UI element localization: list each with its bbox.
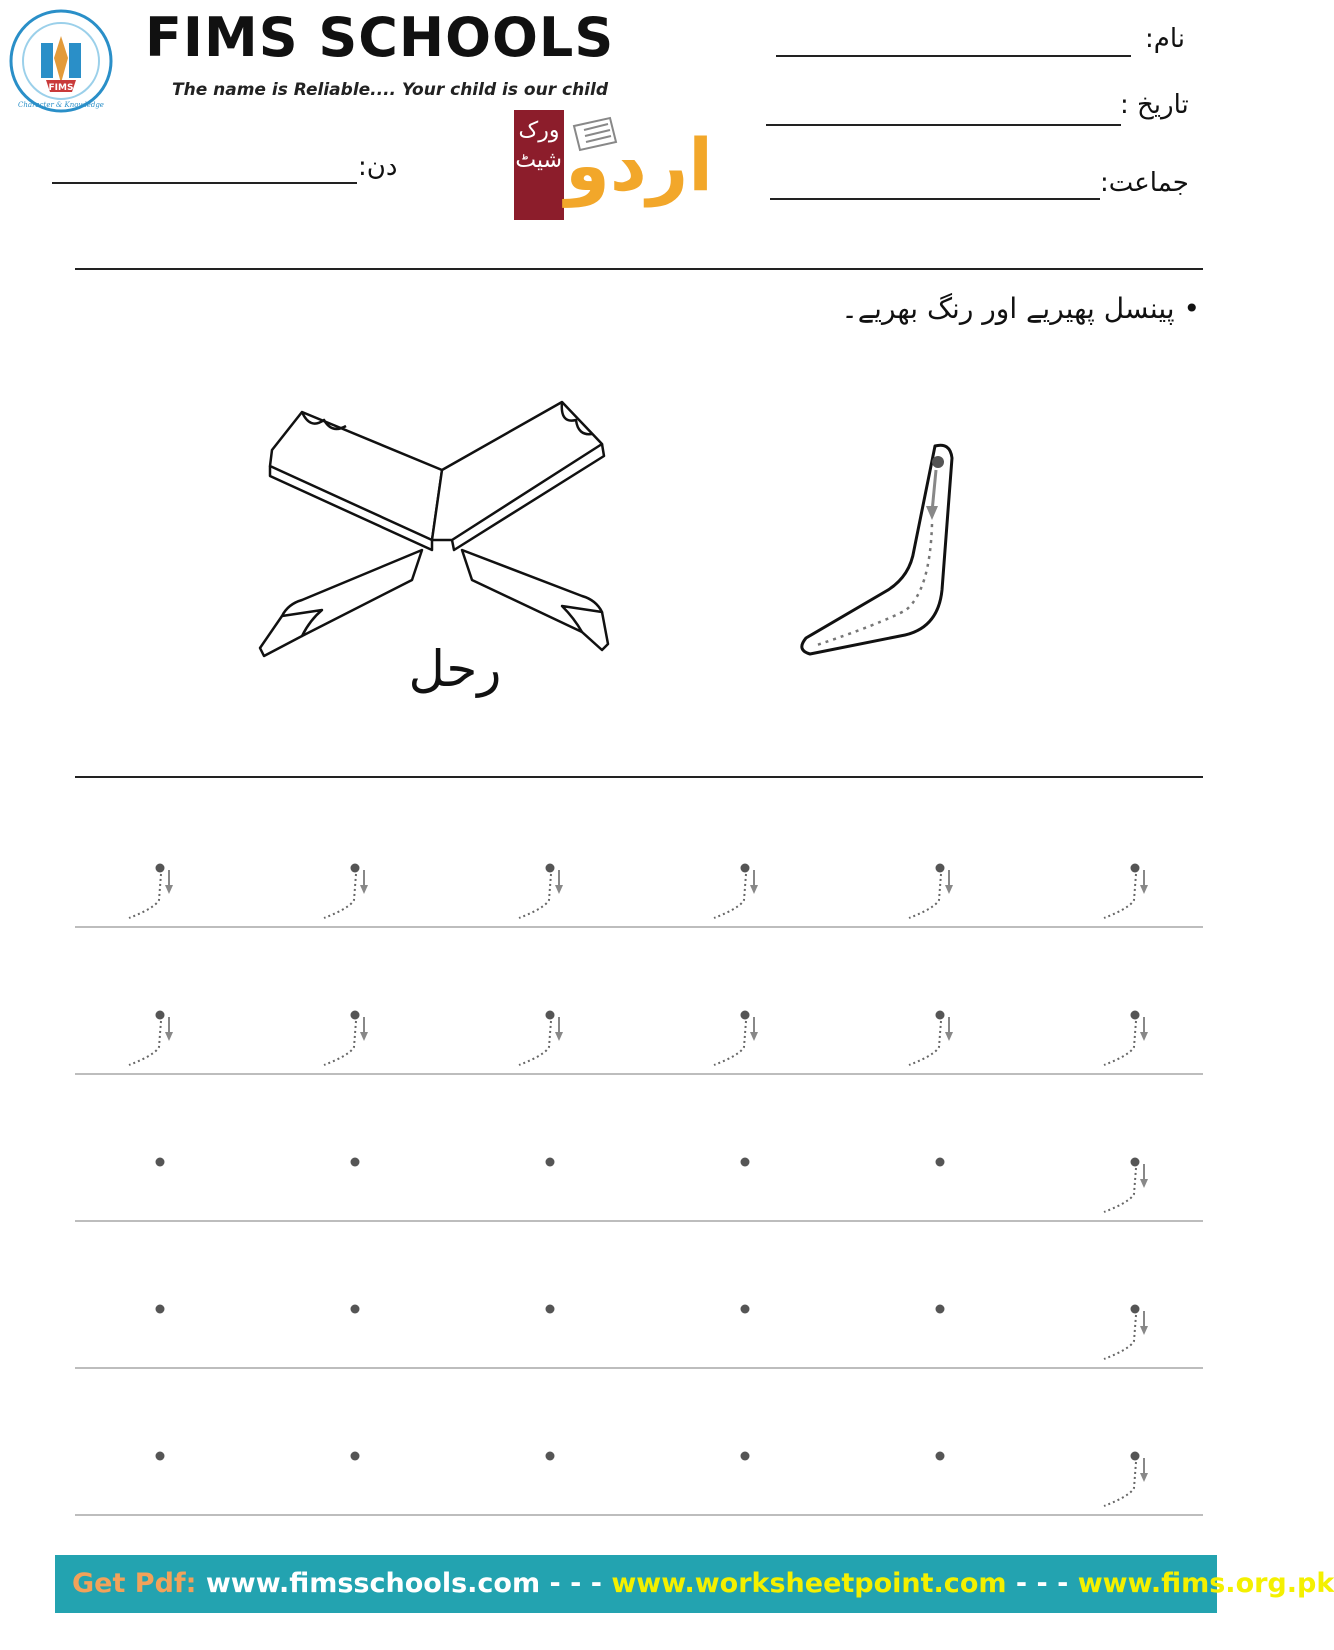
tracing-letter-cell[interactable] — [1100, 1446, 1160, 1516]
footer-separator: - - - — [549, 1568, 602, 1599]
dotted-letter-re-icon — [320, 858, 380, 928]
footer-link-fims-org[interactable]: www.fims.org.pk — [1077, 1568, 1334, 1599]
urdu-logo-side-text: ورک شیٹ — [515, 118, 562, 173]
dot-start-cell[interactable] — [710, 1299, 770, 1369]
tracing-letter-cell[interactable] — [320, 858, 380, 928]
footer-text — [72, 1555, 1334, 1613]
tracing-letter-cell[interactable] — [710, 1005, 770, 1075]
instruction-text: پینسل پھیریے اور رنگ بھریے۔ — [841, 292, 1175, 325]
dot-start-cell[interactable] — [710, 1446, 770, 1516]
fims-crest-icon — [8, 8, 114, 114]
dot-start-cell[interactable] — [125, 1299, 185, 1369]
tracing-letter-cell[interactable] — [515, 1005, 575, 1075]
instruction-bullet: • — [1183, 292, 1200, 325]
writing-line — [75, 1220, 1203, 1222]
dot-start-cell[interactable] — [125, 1152, 185, 1222]
dot-start-cell[interactable] — [710, 1152, 770, 1222]
start-dot-icon — [125, 1446, 185, 1516]
dotted-letter-re-icon — [125, 858, 185, 928]
class-field-line[interactable] — [770, 198, 1100, 200]
dot-start-cell[interactable] — [320, 1446, 380, 1516]
dot-start-cell[interactable] — [905, 1152, 965, 1222]
start-dot-icon — [320, 1152, 380, 1222]
start-dot-icon — [710, 1152, 770, 1222]
date-field-line[interactable] — [766, 124, 1121, 126]
writing-line — [75, 1514, 1203, 1516]
dotted-letter-re-icon — [515, 858, 575, 928]
rehal-word: رحل — [408, 640, 502, 698]
dotted-letter-re-icon — [1100, 1005, 1160, 1075]
tracing-letter-cell[interactable] — [125, 1005, 185, 1075]
dotted-letter-re-icon — [1100, 1446, 1160, 1516]
dot-start-cell[interactable] — [320, 1299, 380, 1369]
name-label: نام: — [1145, 24, 1186, 54]
tracing-letter-cell[interactable] — [905, 1005, 965, 1075]
dotted-letter-re-icon — [710, 858, 770, 928]
start-dot-icon — [515, 1446, 575, 1516]
rehal-book-stand-icon — [262, 400, 642, 680]
tracing-letter-cell[interactable] — [1100, 1152, 1160, 1222]
writing-line — [75, 1367, 1203, 1369]
tracing-letter-cell[interactable] — [1100, 1299, 1160, 1369]
footer-label: Get Pdf: — [72, 1568, 197, 1599]
name-field-line[interactable] — [776, 55, 1131, 57]
footer-separator: - - - — [1015, 1568, 1069, 1599]
dot-start-cell[interactable] — [320, 1152, 380, 1222]
dot-start-cell[interactable] — [125, 1446, 185, 1516]
start-dot-icon — [905, 1299, 965, 1369]
writing-line — [75, 926, 1203, 928]
dot-start-cell[interactable] — [515, 1299, 575, 1369]
dotted-letter-re-icon — [1100, 1152, 1160, 1222]
header-divider — [75, 268, 1203, 270]
section-divider — [75, 776, 1203, 778]
class-label: جماعت: — [1100, 168, 1189, 198]
start-dot-icon — [320, 1446, 380, 1516]
dot-start-cell[interactable] — [905, 1299, 965, 1369]
school-name: FIMS SCHOOLS — [145, 6, 615, 69]
dotted-letter-re-icon — [125, 1005, 185, 1075]
dotted-letter-re-icon — [1100, 858, 1160, 928]
dotted-letter-re-icon — [905, 858, 965, 928]
start-dot-icon — [515, 1152, 575, 1222]
dot-start-cell[interactable] — [905, 1446, 965, 1516]
urdu-letter-re-icon — [800, 440, 980, 680]
date-label: تاریخ : — [1120, 90, 1189, 120]
footer-link-worksheetpoint[interactable]: www.worksheetpoint.com — [611, 1568, 1007, 1599]
start-dot-icon — [710, 1446, 770, 1516]
tracing-letter-cell[interactable] — [905, 858, 965, 928]
logo-badge-text: FIMS — [48, 83, 74, 93]
dot-start-cell[interactable] — [515, 1446, 575, 1516]
dotted-letter-re-icon — [515, 1005, 575, 1075]
logo-caption: Character & Knowledge — [18, 101, 104, 109]
start-dot-icon — [905, 1152, 965, 1222]
urdu-worksheet-logo — [514, 110, 714, 220]
start-dot-icon — [515, 1299, 575, 1369]
start-dot-icon — [125, 1152, 185, 1222]
footer-link-fimsschools[interactable]: www.fimsschools.com — [205, 1568, 541, 1599]
start-dot-icon — [905, 1446, 965, 1516]
rehal-illustration — [262, 400, 642, 680]
school-logo — [8, 8, 114, 114]
tracing-letter-cell[interactable] — [710, 858, 770, 928]
start-dot-icon — [125, 1299, 185, 1369]
school-tagline: The name is Reliable.... Your child is our child — [172, 80, 608, 100]
dotted-letter-re-icon — [1100, 1299, 1160, 1369]
dotted-letter-re-icon — [710, 1005, 770, 1075]
footer-banner — [55, 1555, 1334, 1613]
dotted-letter-re-icon — [905, 1005, 965, 1075]
tracing-letter-cell[interactable] — [1100, 858, 1160, 928]
tracing-letter-cell[interactable] — [125, 858, 185, 928]
day-field-line[interactable] — [52, 182, 357, 184]
tracing-letter-cell[interactable] — [320, 1005, 380, 1075]
dot-start-cell[interactable] — [515, 1152, 575, 1222]
urdu-logo-main-text: اردو — [565, 123, 713, 207]
dotted-letter-re-icon — [320, 1005, 380, 1075]
instruction — [841, 292, 1200, 325]
letter-illustration — [800, 440, 980, 680]
writing-line — [75, 1073, 1203, 1075]
tracing-letter-cell[interactable] — [1100, 1005, 1160, 1075]
start-dot-icon — [320, 1299, 380, 1369]
tracing-letter-cell[interactable] — [515, 858, 575, 928]
day-label: دن: — [358, 152, 398, 182]
start-dot-icon — [710, 1299, 770, 1369]
